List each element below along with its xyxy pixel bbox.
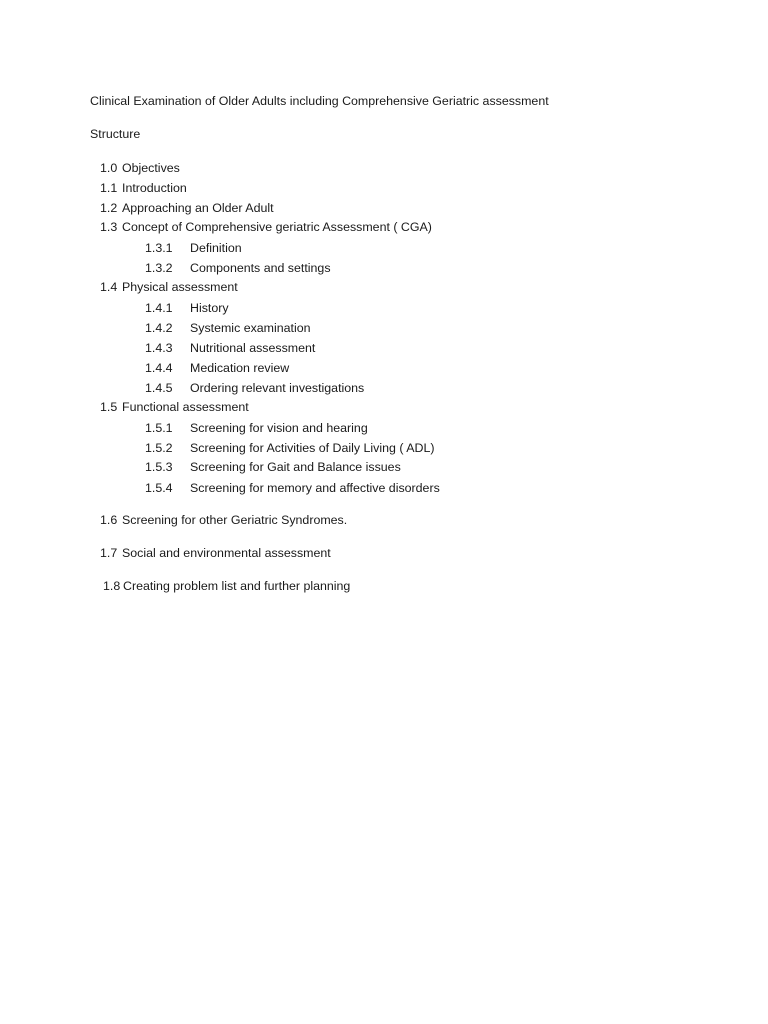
toc-subitem <box>145 320 311 336</box>
toc-item-text: Components and settings <box>190 261 331 275</box>
toc-item-number: 1.5.4 <box>145 481 173 495</box>
toc-subitem <box>145 420 368 436</box>
toc-item-number: 1.3.2 <box>145 261 173 275</box>
toc-item <box>100 160 180 176</box>
toc-item-number: 1.3 <box>100 220 118 234</box>
toc-subitem <box>145 340 315 356</box>
toc-item-number: 1.3.1 <box>145 241 173 255</box>
toc-item-number: 1.5 <box>100 400 118 414</box>
toc-item-number: 1.8 <box>103 579 121 593</box>
toc-item-number: 1.5.2 <box>145 441 173 455</box>
toc-item-text: Screening for Gait and Balance issues <box>190 460 401 474</box>
toc-item-number: 1.4.3 <box>145 341 173 355</box>
toc-item <box>100 200 274 216</box>
toc-item-number: 1.5.3 <box>145 460 173 474</box>
toc-item-text: Screening for Activities of Daily Living ( ADL) <box>190 441 435 455</box>
toc-item <box>100 279 238 295</box>
document-title: Clinical Examination of Older Adults including Comprehensive Geriatric assessment <box>90 94 549 108</box>
toc-item-text: Screening for memory and affective disorders <box>190 481 440 495</box>
toc-item-text: Screening for vision and hearing <box>190 421 368 435</box>
toc-subitem <box>145 459 401 475</box>
toc-item-number: 1.4.1 <box>145 301 173 315</box>
toc-subitem <box>145 480 440 496</box>
toc-item-text: Medication review <box>190 361 290 375</box>
toc-item-text: Screening for other Geriatric Syndromes. <box>122 513 348 527</box>
toc-item-number: 1.4 <box>100 280 118 294</box>
toc-subitem <box>145 300 229 316</box>
toc-item-number: 1.7 <box>100 546 118 560</box>
toc-item-text: Objectives <box>122 161 180 175</box>
toc-item-text: Introduction <box>122 181 187 195</box>
toc-subitem <box>145 440 434 456</box>
toc-item <box>103 578 350 594</box>
toc-item-text: Approaching an Older Adult <box>122 201 274 215</box>
toc-item-number: 1.0 <box>100 161 118 175</box>
toc-item-text: Nutritional assessment <box>190 341 316 355</box>
section-heading: Structure <box>90 127 141 141</box>
toc-item-number: 1.2 <box>100 201 118 215</box>
toc-item-number: 1.1 <box>100 181 118 195</box>
toc-item-number: 1.4.2 <box>145 321 173 335</box>
toc-item-number: 1.4.5 <box>145 381 173 395</box>
toc-item-text: Functional assessment <box>122 400 249 414</box>
toc-subitem <box>145 240 242 256</box>
toc-item-number: 1.6 <box>100 513 118 527</box>
toc-item <box>100 399 249 415</box>
toc-subitem <box>145 260 331 276</box>
toc-item-text: Concept of Comprehensive geriatric Assessment ( CGA) <box>122 220 432 234</box>
toc-item-number: 1.5.1 <box>145 421 173 435</box>
toc-item <box>100 180 187 196</box>
toc-item-text: Social and environmental assessment <box>122 546 331 560</box>
toc-item-text: History <box>190 301 229 315</box>
toc-item-number: 1.4.4 <box>145 361 173 375</box>
toc-item <box>100 512 347 528</box>
toc-subitem <box>145 360 289 376</box>
toc-item-text: Systemic examination <box>190 321 311 335</box>
toc-item <box>100 219 432 235</box>
toc-item-text: Definition <box>190 241 242 255</box>
toc-item-text: Physical assessment <box>122 280 238 294</box>
toc-item-text: Ordering relevant investigations <box>190 381 365 395</box>
toc-item <box>100 545 331 561</box>
toc-item-text: Creating problem list and further planning <box>123 579 351 593</box>
toc-subitem <box>145 380 364 396</box>
